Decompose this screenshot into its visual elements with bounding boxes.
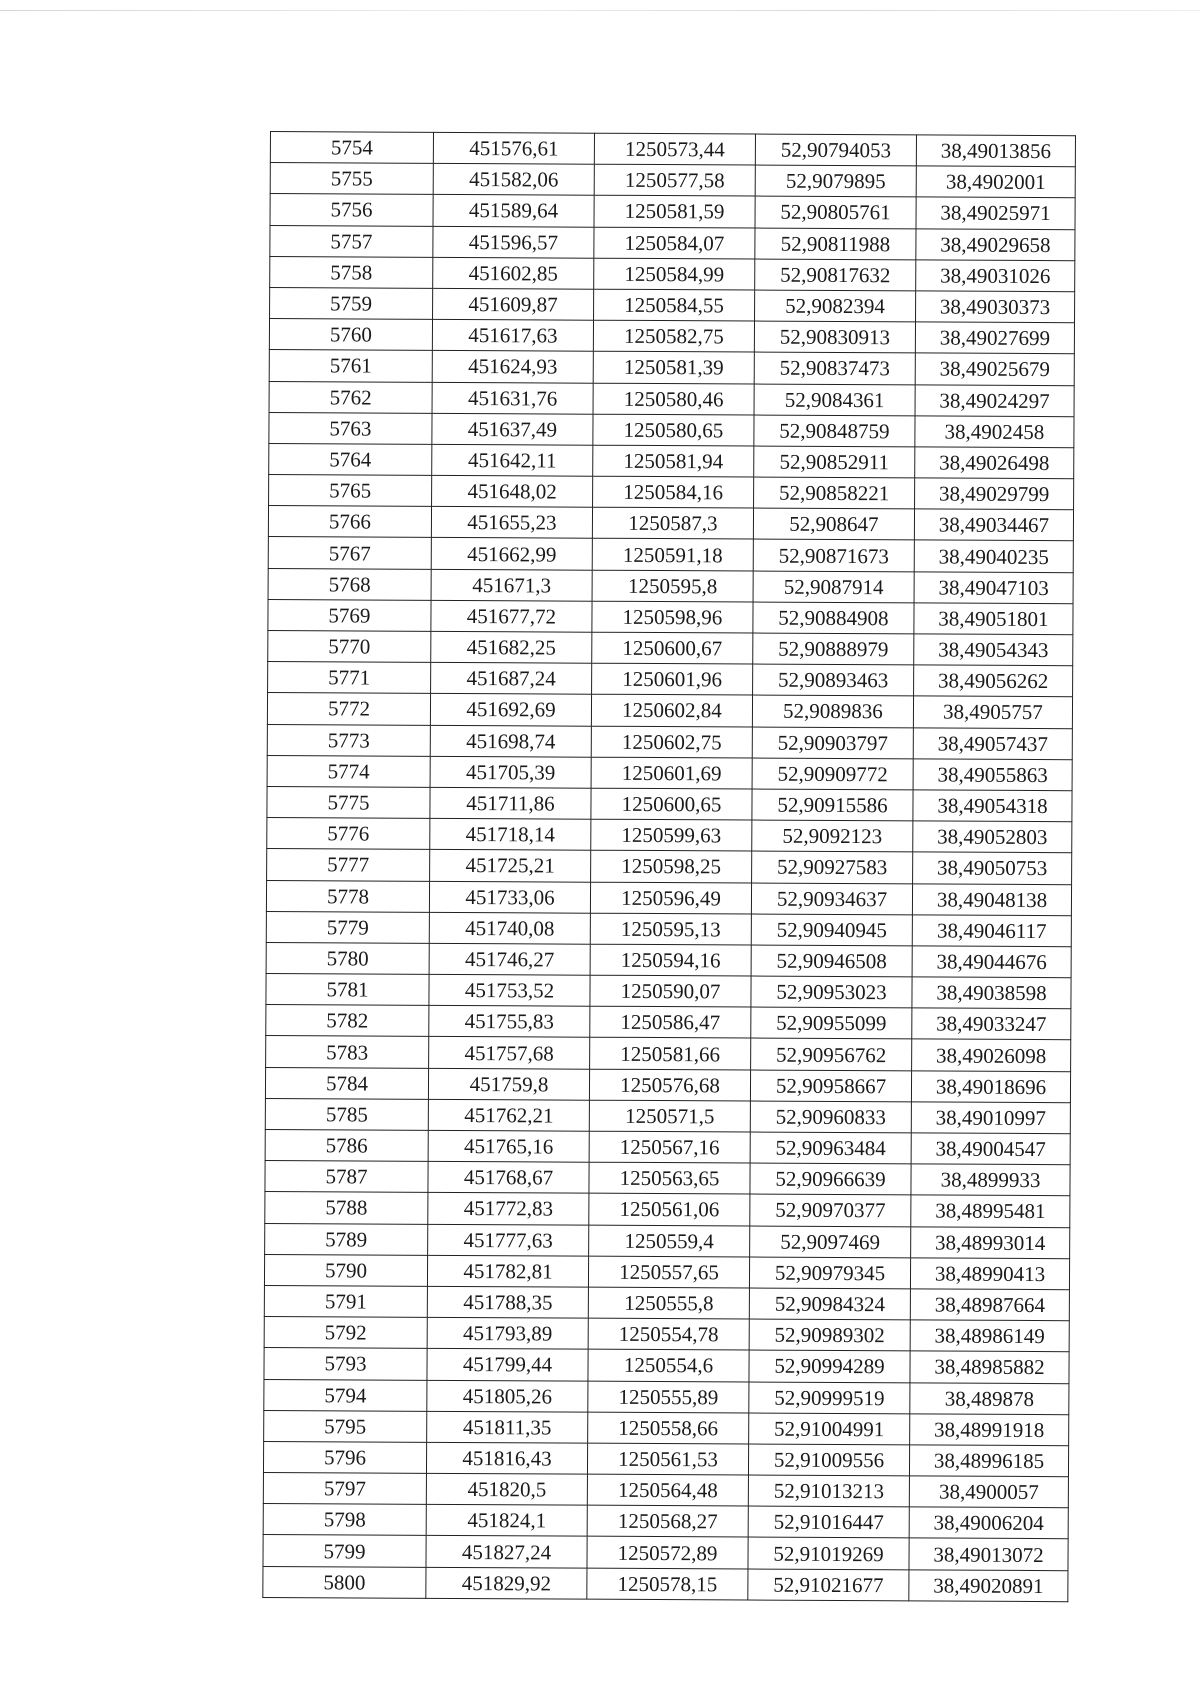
- table-row: [265, 1067, 1070, 1102]
- point-number-cell: 5754: [270, 132, 433, 164]
- y-coordinate-cell: 1250599,63: [591, 819, 752, 851]
- longitude-cell: 38,49029799: [915, 478, 1074, 510]
- table-row: [265, 1161, 1070, 1196]
- table-row: [265, 1223, 1070, 1258]
- x-coordinate-cell: 451740,08: [429, 912, 590, 944]
- x-coordinate-cell: 451655,23: [431, 507, 592, 539]
- point-number-cell: 5786: [265, 1129, 428, 1161]
- longitude-cell: 38,49050753: [913, 852, 1072, 884]
- y-coordinate-cell: 1250587,3: [592, 507, 753, 539]
- table-row: [270, 287, 1075, 322]
- x-coordinate-cell: 451698,74: [430, 725, 591, 757]
- latitude-cell: 52,90953023: [751, 976, 912, 1008]
- longitude-cell: 38,49055863: [913, 759, 1072, 791]
- longitude-cell: 38,49018696: [911, 1070, 1070, 1102]
- y-coordinate-cell: 1250601,96: [592, 663, 753, 695]
- y-coordinate-cell: 1250601,69: [591, 757, 752, 789]
- table-row: [266, 880, 1071, 915]
- latitude-cell: 52,90963484: [750, 1132, 911, 1164]
- point-number-cell: 5762: [269, 381, 432, 413]
- latitude-cell: 52,91021677: [748, 1569, 909, 1601]
- point-number-cell: 5758: [270, 256, 433, 288]
- point-number-cell: 5769: [268, 599, 431, 631]
- y-coordinate-cell: 1250564,48: [587, 1474, 748, 1506]
- point-number-cell: 5780: [266, 942, 429, 974]
- y-coordinate-cell: 1250580,46: [593, 383, 754, 415]
- table-row: [269, 350, 1074, 385]
- longitude-cell: 38,49054343: [914, 634, 1073, 666]
- x-coordinate-cell: 451759,8: [428, 1068, 589, 1100]
- longitude-cell: 38,49044676: [912, 946, 1071, 978]
- y-coordinate-cell: 1250577,58: [594, 164, 755, 196]
- y-coordinate-cell: 1250555,89: [588, 1381, 749, 1413]
- longitude-cell: 38,49052803: [913, 821, 1072, 853]
- y-coordinate-cell: 1250598,96: [592, 601, 753, 633]
- latitude-cell: 52,90805761: [755, 196, 916, 228]
- longitude-cell: 38,49033247: [912, 1008, 1071, 1040]
- x-coordinate-cell: 451733,06: [429, 881, 590, 913]
- longitude-cell: 38,48991918: [910, 1414, 1069, 1446]
- latitude-cell: 52,90999519: [749, 1382, 910, 1414]
- x-coordinate-cell: 451746,27: [429, 943, 590, 975]
- x-coordinate-cell: 451718,14: [430, 818, 591, 850]
- y-coordinate-cell: 1250598,25: [591, 851, 752, 883]
- point-number-cell: 5775: [267, 786, 430, 818]
- longitude-cell: 38,49010997: [911, 1102, 1070, 1134]
- point-number-cell: 5776: [267, 818, 430, 850]
- y-coordinate-cell: 1250602,75: [591, 726, 752, 758]
- latitude-cell: 52,90940945: [751, 914, 912, 946]
- latitude-cell: 52,90909772: [752, 758, 913, 790]
- latitude-cell: 52,90888979: [753, 633, 914, 665]
- longitude-cell: 38,49029658: [916, 228, 1075, 260]
- y-coordinate-cell: 1250584,16: [593, 476, 754, 508]
- x-coordinate-cell: 451617,63: [432, 319, 593, 351]
- point-number-cell: 5799: [263, 1535, 426, 1567]
- table-row: [270, 194, 1075, 229]
- x-coordinate-cell: 451827,24: [426, 1536, 587, 1568]
- longitude-cell: 38,49051801: [914, 603, 1073, 635]
- x-coordinate-cell: 451765,16: [428, 1130, 589, 1162]
- latitude-cell: 52,91004991: [749, 1413, 910, 1445]
- x-coordinate-cell: 451692,69: [430, 694, 591, 726]
- longitude-cell: 38,48995481: [911, 1195, 1070, 1227]
- x-coordinate-cell: 451799,44: [427, 1349, 588, 1381]
- x-coordinate-cell: 451662,99: [431, 538, 592, 570]
- x-coordinate-cell: 451753,52: [429, 974, 590, 1006]
- x-coordinate-cell: 451642,11: [432, 444, 593, 476]
- table-row: [267, 818, 1072, 853]
- x-coordinate-cell: 451824,1: [426, 1505, 587, 1537]
- longitude-cell: 38,49046117: [912, 915, 1071, 947]
- x-coordinate-cell: 451757,68: [429, 1037, 590, 1069]
- x-coordinate-cell: 451637,49: [432, 413, 593, 445]
- x-coordinate-cell: 451755,83: [429, 1006, 590, 1038]
- table-row: [263, 1535, 1068, 1570]
- table-row: [266, 942, 1071, 977]
- x-coordinate-cell: 451576,61: [433, 132, 594, 164]
- table-row: [267, 786, 1072, 821]
- latitude-cell: 52,90946508: [751, 945, 912, 977]
- table-row: [264, 1254, 1069, 1289]
- longitude-cell: 38,49020891: [909, 1569, 1068, 1601]
- x-coordinate-cell: 451762,21: [428, 1099, 589, 1131]
- x-coordinate-cell: 451602,85: [433, 257, 594, 289]
- point-number-cell: 5788: [265, 1192, 428, 1224]
- x-coordinate-cell: 451677,72: [431, 600, 592, 632]
- point-number-cell: 5761: [269, 350, 432, 382]
- x-coordinate-cell: 451705,39: [430, 756, 591, 788]
- point-number-cell: 5782: [266, 1005, 429, 1037]
- point-number-cell: 5756: [270, 194, 433, 226]
- y-coordinate-cell: 1250584,99: [594, 258, 755, 290]
- x-coordinate-cell: 451782,81: [427, 1255, 588, 1287]
- y-coordinate-cell: 1250561,06: [589, 1194, 750, 1226]
- latitude-cell: 52,90852911: [754, 446, 915, 478]
- x-coordinate-cell: 451816,43: [426, 1442, 587, 1474]
- table-row: [269, 443, 1074, 478]
- latitude-cell: 52,90830913: [754, 321, 915, 353]
- latitude-cell: 52,90915586: [752, 789, 913, 821]
- point-number-cell: 5759: [270, 287, 433, 319]
- point-number-cell: 5794: [264, 1379, 427, 1411]
- y-coordinate-cell: 1250594,16: [590, 944, 751, 976]
- latitude-cell: 52,9087914: [753, 571, 914, 603]
- table-row: [268, 630, 1073, 665]
- longitude-cell: 38,49027699: [915, 322, 1074, 354]
- longitude-cell: 38,49034467: [914, 509, 1073, 541]
- x-coordinate-cell: 451811,35: [427, 1411, 588, 1443]
- point-number-cell: 5796: [263, 1441, 426, 1473]
- point-number-cell: 5783: [266, 1036, 429, 1068]
- longitude-cell: 38,49004547: [911, 1133, 1070, 1165]
- x-coordinate-cell: 451777,63: [428, 1224, 589, 1256]
- point-number-cell: 5779: [266, 911, 429, 943]
- table-row: [270, 132, 1075, 167]
- latitude-cell: 52,90837473: [754, 352, 915, 384]
- table-row: [268, 568, 1073, 603]
- table-row: [267, 849, 1072, 884]
- longitude-cell: 38,489878: [910, 1382, 1069, 1414]
- y-coordinate-cell: 1250595,13: [590, 913, 751, 945]
- y-coordinate-cell: 1250554,78: [588, 1318, 749, 1350]
- longitude-cell: 38,4899933: [911, 1164, 1070, 1196]
- x-coordinate-cell: 451711,86: [430, 787, 591, 819]
- table-row: [266, 974, 1071, 1009]
- latitude-cell: 52,908647: [753, 508, 914, 540]
- table-row: [265, 1098, 1070, 1133]
- table-row: [270, 225, 1075, 260]
- table-row: [264, 1348, 1069, 1383]
- longitude-cell: 38,48987664: [910, 1289, 1069, 1321]
- point-number-cell: 5772: [267, 693, 430, 725]
- y-coordinate-cell: 1250572,89: [587, 1537, 748, 1569]
- latitude-cell: 52,90956762: [751, 1038, 912, 1070]
- point-number-cell: 5785: [265, 1098, 428, 1130]
- y-coordinate-cell: 1250581,59: [594, 196, 755, 228]
- y-coordinate-cell: 1250558,66: [588, 1412, 749, 1444]
- table-row: [263, 1566, 1068, 1601]
- table-row: [269, 381, 1074, 416]
- y-coordinate-cell: 1250578,15: [587, 1568, 748, 1600]
- latitude-cell: 52,9084361: [754, 384, 915, 416]
- latitude-cell: 52,9092123: [752, 820, 913, 852]
- x-coordinate-cell: 451793,89: [427, 1317, 588, 1349]
- latitude-cell: 52,90979345: [749, 1257, 910, 1289]
- y-coordinate-cell: 1250586,47: [590, 1006, 751, 1038]
- x-coordinate-cell: 451772,83: [428, 1193, 589, 1225]
- latitude-cell: 52,9097469: [750, 1226, 911, 1258]
- point-number-cell: 5791: [264, 1285, 427, 1317]
- table-row: [263, 1473, 1068, 1508]
- point-number-cell: 5798: [263, 1504, 426, 1536]
- point-number-cell: 5770: [268, 630, 431, 662]
- y-coordinate-cell: 1250590,07: [590, 975, 751, 1007]
- latitude-cell: 52,90858221: [754, 477, 915, 509]
- longitude-cell: 38,48996185: [909, 1445, 1068, 1477]
- table-row: [265, 1129, 1070, 1164]
- longitude-cell: 38,4900057: [909, 1476, 1068, 1508]
- y-coordinate-cell: 1250567,16: [589, 1131, 750, 1163]
- longitude-cell: 38,49025679: [915, 353, 1074, 385]
- y-coordinate-cell: 1250581,94: [593, 445, 754, 477]
- longitude-cell: 38,49031026: [916, 260, 1075, 292]
- table-row: [268, 506, 1073, 541]
- y-coordinate-cell: 1250600,67: [592, 632, 753, 664]
- longitude-cell: 38,4902001: [916, 166, 1075, 198]
- x-coordinate-cell: 451671,3: [431, 569, 592, 601]
- point-number-cell: 5781: [266, 974, 429, 1006]
- y-coordinate-cell: 1250559,4: [589, 1225, 750, 1257]
- table-row: [267, 693, 1072, 728]
- point-number-cell: 5784: [265, 1067, 428, 1099]
- y-coordinate-cell: 1250580,65: [593, 414, 754, 446]
- longitude-cell: 38,48990413: [910, 1258, 1069, 1290]
- point-number-cell: 5771: [268, 662, 431, 694]
- point-number-cell: 5768: [268, 568, 431, 600]
- latitude-cell: 52,90871673: [753, 539, 914, 571]
- table-row: [269, 475, 1074, 510]
- y-coordinate-cell: 1250571,5: [589, 1100, 750, 1132]
- table-row: [266, 911, 1071, 946]
- point-number-cell: 5800: [263, 1566, 426, 1598]
- point-number-cell: 5773: [267, 724, 430, 756]
- longitude-cell: 38,48985882: [910, 1351, 1069, 1383]
- coordinate-table-body: [263, 132, 1076, 1602]
- point-number-cell: 5765: [269, 475, 432, 507]
- point-number-cell: 5774: [267, 755, 430, 787]
- x-coordinate-cell: 451589,64: [433, 195, 594, 227]
- scan-top-edge: [0, 10, 1200, 11]
- longitude-cell: 38,49013856: [916, 135, 1075, 167]
- table-row: [265, 1192, 1070, 1227]
- table-row: [264, 1410, 1069, 1445]
- x-coordinate-cell: 451596,57: [433, 226, 594, 258]
- latitude-cell: 52,90955099: [751, 1007, 912, 1039]
- y-coordinate-cell: 1250584,55: [594, 289, 755, 321]
- latitude-cell: 52,91013213: [748, 1475, 909, 1507]
- x-coordinate-cell: 451725,21: [430, 850, 591, 882]
- x-coordinate-cell: 451687,24: [431, 663, 592, 695]
- latitude-cell: 52,90811988: [755, 228, 916, 260]
- y-coordinate-cell: 1250557,65: [588, 1256, 749, 1288]
- latitude-cell: 52,90994289: [749, 1350, 910, 1382]
- point-number-cell: 5763: [269, 412, 432, 444]
- longitude-cell: 38,49013072: [909, 1538, 1068, 1570]
- point-number-cell: 5792: [264, 1317, 427, 1349]
- y-coordinate-cell: 1250561,53: [587, 1443, 748, 1475]
- x-coordinate-cell: 451829,92: [426, 1567, 587, 1599]
- table-row: [266, 1036, 1071, 1071]
- latitude-cell: 52,9082394: [755, 290, 916, 322]
- table-row: [263, 1441, 1068, 1476]
- y-coordinate-cell: 1250591,18: [592, 539, 753, 571]
- table-row: [269, 412, 1074, 447]
- point-number-cell: 5760: [269, 319, 432, 351]
- y-coordinate-cell: 1250596,49: [590, 882, 751, 914]
- x-coordinate-cell: 451805,26: [427, 1380, 588, 1412]
- table-row: [266, 1005, 1071, 1040]
- x-coordinate-cell: 451788,35: [427, 1286, 588, 1318]
- longitude-cell: 38,49057437: [913, 727, 1072, 759]
- point-number-cell: 5757: [270, 225, 433, 257]
- point-number-cell: 5787: [265, 1161, 428, 1193]
- latitude-cell: 52,90817632: [755, 259, 916, 291]
- table-row: [270, 163, 1075, 198]
- table-row: [268, 662, 1073, 697]
- latitude-cell: 52,9079895: [755, 165, 916, 197]
- y-coordinate-cell: 1250581,66: [590, 1038, 751, 1070]
- longitude-cell: 38,49048138: [912, 883, 1071, 915]
- coordinate-table: [262, 131, 1076, 1602]
- latitude-cell: 52,90966639: [750, 1163, 911, 1195]
- longitude-cell: 38,48986149: [910, 1320, 1069, 1352]
- y-coordinate-cell: 1250568,27: [587, 1505, 748, 1537]
- y-coordinate-cell: 1250602,84: [591, 695, 752, 727]
- latitude-cell: 52,90903797: [752, 727, 913, 759]
- latitude-cell: 52,90848759: [754, 415, 915, 447]
- point-number-cell: 5777: [267, 849, 430, 881]
- latitude-cell: 52,90989302: [749, 1319, 910, 1351]
- x-coordinate-cell: 451582,06: [433, 164, 594, 196]
- latitude-cell: 52,90884908: [753, 602, 914, 634]
- latitude-cell: 52,9089836: [752, 695, 913, 727]
- y-coordinate-cell: 1250555,8: [588, 1287, 749, 1319]
- latitude-cell: 52,90984324: [749, 1288, 910, 1320]
- longitude-cell: 38,49038598: [912, 977, 1071, 1009]
- table-row: [267, 724, 1072, 759]
- x-coordinate-cell: 451648,02: [432, 475, 593, 507]
- y-coordinate-cell: 1250582,75: [593, 320, 754, 352]
- longitude-cell: 38,49006204: [909, 1507, 1068, 1539]
- point-number-cell: 5755: [270, 163, 433, 195]
- y-coordinate-cell: 1250563,65: [589, 1162, 750, 1194]
- longitude-cell: 38,4905757: [913, 696, 1072, 728]
- y-coordinate-cell: 1250600,65: [591, 788, 752, 820]
- point-number-cell: 5790: [264, 1254, 427, 1286]
- latitude-cell: 52,90794053: [755, 134, 916, 166]
- table-row: [264, 1379, 1069, 1414]
- latitude-cell: 52,90958667: [750, 1070, 911, 1102]
- table-row: [269, 319, 1074, 354]
- y-coordinate-cell: 1250554,6: [588, 1349, 749, 1381]
- table-row: [270, 256, 1075, 291]
- y-coordinate-cell: 1250584,07: [594, 227, 755, 259]
- y-coordinate-cell: 1250581,39: [593, 352, 754, 384]
- point-number-cell: 5797: [263, 1473, 426, 1505]
- longitude-cell: 38,49047103: [914, 572, 1073, 604]
- longitude-cell: 38,49025971: [916, 197, 1075, 229]
- x-coordinate-cell: 451609,87: [433, 288, 594, 320]
- latitude-cell: 52,91009556: [748, 1444, 909, 1476]
- point-number-cell: 5778: [266, 880, 429, 912]
- point-number-cell: 5789: [265, 1223, 428, 1255]
- point-number-cell: 5795: [264, 1410, 427, 1442]
- longitude-cell: 38,49026098: [912, 1039, 1071, 1071]
- longitude-cell: 38,49054318: [913, 790, 1072, 822]
- table-row: [263, 1504, 1068, 1539]
- x-coordinate-cell: 451820,5: [426, 1473, 587, 1505]
- x-coordinate-cell: 451768,67: [428, 1162, 589, 1194]
- longitude-cell: 38,4902458: [915, 416, 1074, 448]
- longitude-cell: 38,49056262: [914, 665, 1073, 697]
- table-row: [268, 599, 1073, 634]
- point-number-cell: 5764: [269, 443, 432, 475]
- longitude-cell: 38,49030373: [916, 291, 1075, 323]
- table-row: [264, 1285, 1069, 1320]
- latitude-cell: 52,90960833: [750, 1101, 911, 1133]
- y-coordinate-cell: 1250576,68: [589, 1069, 750, 1101]
- table-row: [267, 755, 1072, 790]
- y-coordinate-cell: 1250573,44: [594, 133, 755, 165]
- y-coordinate-cell: 1250595,8: [592, 570, 753, 602]
- latitude-cell: 52,91019269: [748, 1537, 909, 1569]
- point-number-cell: 5793: [264, 1348, 427, 1380]
- x-coordinate-cell: 451682,25: [431, 631, 592, 663]
- longitude-cell: 38,49026498: [915, 447, 1074, 479]
- table-row: [264, 1317, 1069, 1352]
- x-coordinate-cell: 451624,93: [432, 351, 593, 383]
- latitude-cell: 52,91016447: [748, 1506, 909, 1538]
- longitude-cell: 38,48993014: [911, 1226, 1070, 1258]
- latitude-cell: 52,90970377: [750, 1194, 911, 1226]
- latitude-cell: 52,90927583: [752, 851, 913, 883]
- longitude-cell: 38,49024297: [915, 384, 1074, 416]
- latitude-cell: 52,90893463: [753, 664, 914, 696]
- table-row: [268, 537, 1073, 572]
- x-coordinate-cell: 451631,76: [432, 382, 593, 414]
- longitude-cell: 38,49040235: [914, 540, 1073, 572]
- latitude-cell: 52,90934637: [751, 883, 912, 915]
- point-number-cell: 5767: [268, 537, 431, 569]
- point-number-cell: 5766: [268, 506, 431, 538]
